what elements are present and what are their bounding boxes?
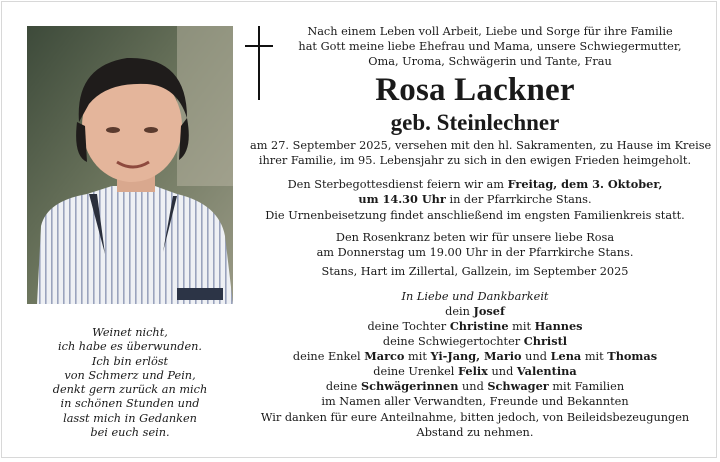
mourners	[250, 289, 700, 409]
poem-line: Weinet nicht,	[92, 326, 168, 339]
mourner-name: Schwägerinnen	[360, 379, 459, 393]
intro-line: hat Gott meine liebe Ehefrau und Mama, unsere Schwiegermutter,	[298, 40, 682, 53]
mourner-text: im Namen aller Verwandten, Freunde und Bekannten	[321, 395, 629, 408]
funeral-time: um 14.30 Uhr	[358, 192, 446, 206]
funeral-info	[250, 177, 700, 207]
urn-line: Die Urnenbeisetzung findet anschließend im engsten Familienkreis statt.	[265, 209, 685, 222]
mourner-text: dein	[445, 305, 474, 318]
mourner-name: Lena	[550, 349, 582, 363]
mourners-heading: In Liebe und Dankbarkeit	[401, 290, 549, 303]
mourner-text: mit	[581, 350, 608, 363]
death-notice-line: ihrer Familie, im 95. Lebensjahr zu sich in den ewigen Frieden heimgeholt.	[258, 154, 692, 167]
mourner-text: mit Familien	[548, 380, 625, 393]
portrait-photo	[27, 26, 233, 304]
mourner-text: mit	[508, 320, 535, 333]
mourner-name: Felix	[458, 364, 488, 378]
place-date-line: Stans, Hart im Zillertal, Gallzein, im September 2025	[321, 265, 629, 278]
mourner-text: deine Enkel	[292, 350, 365, 363]
thanks-note	[250, 410, 700, 440]
funeral-place: in der Pfarrkirche Stans.	[445, 193, 592, 206]
mourner-text: und	[487, 365, 517, 378]
funeral-text: Den Sterbegottesdienst feiern wir am	[287, 178, 508, 191]
poem-line: denkt gern zurück an mich	[52, 383, 208, 397]
poem-line: Ich bin erlöst	[91, 354, 169, 368]
poem-line: lasst mich in Gedanken	[63, 411, 197, 425]
mourner-name: Hannes	[534, 319, 583, 333]
mourner-name: Valentina	[516, 364, 577, 378]
death-notice	[250, 138, 712, 168]
mourner-text: und	[521, 350, 551, 363]
mourner-name: Marco	[364, 349, 405, 363]
rosary-info	[250, 230, 700, 260]
funeral-date: Freitag, dem 3. Oktober,	[507, 177, 663, 191]
mourner-name: Josef	[473, 304, 505, 318]
mourner-name: Yi-Jang, Mario	[430, 349, 522, 363]
death-notice-line: am 27. September 2025, versehen mit den hl. Sakramenten, zu Hause im Kreise	[250, 139, 712, 152]
mourner-name: Christine	[449, 319, 509, 333]
poem-line: bei euch sein.	[90, 426, 170, 440]
mourner-text: mit	[404, 350, 431, 363]
thanks-line: Abstand zu nehmen.	[416, 426, 534, 439]
thanks-line: Wir danken für eure Anteilnahme, bitten jedoch, von Beileidsbezeugungen	[260, 411, 690, 424]
deceased-name: Rosa Lackner	[375, 72, 575, 108]
mourner-name: Christl	[523, 334, 568, 348]
mourner-text: deine Schwiegertochter	[382, 335, 524, 348]
maiden-name: geb. Steinlechner	[390, 110, 560, 135]
mourner-text: deine	[325, 380, 361, 393]
intro-line: Oma, Uroma, Schwägerin und Tante, Frau	[368, 55, 612, 68]
mourner-name: Schwager	[487, 379, 549, 393]
mourner-name: Thomas	[607, 349, 658, 363]
poem-line: von Schmerz und Pein,	[64, 368, 196, 382]
mourner-text: deine Urenkel	[373, 365, 458, 378]
obituary-page	[1, 1, 717, 458]
intro-line: Nach einem Leben voll Arbeit, Liebe und Sorge für ihre Familie	[307, 25, 673, 38]
urn-info	[250, 208, 700, 223]
mourner-text: deine Tochter	[367, 320, 450, 333]
place-date	[250, 264, 700, 279]
poem-line: in schönen Stunden und	[60, 397, 200, 411]
mourner-text: und	[458, 380, 488, 393]
rosary-line: am Donnerstag um 19.00 Uhr in der Pfarrkirche Stans.	[316, 246, 634, 259]
poem	[32, 326, 228, 440]
poem-line: ich habe es überwunden.	[58, 340, 202, 354]
intro-text	[280, 24, 700, 69]
rosary-line: Den Rosenkranz beten wir für unsere liebe Rosa	[335, 231, 615, 244]
